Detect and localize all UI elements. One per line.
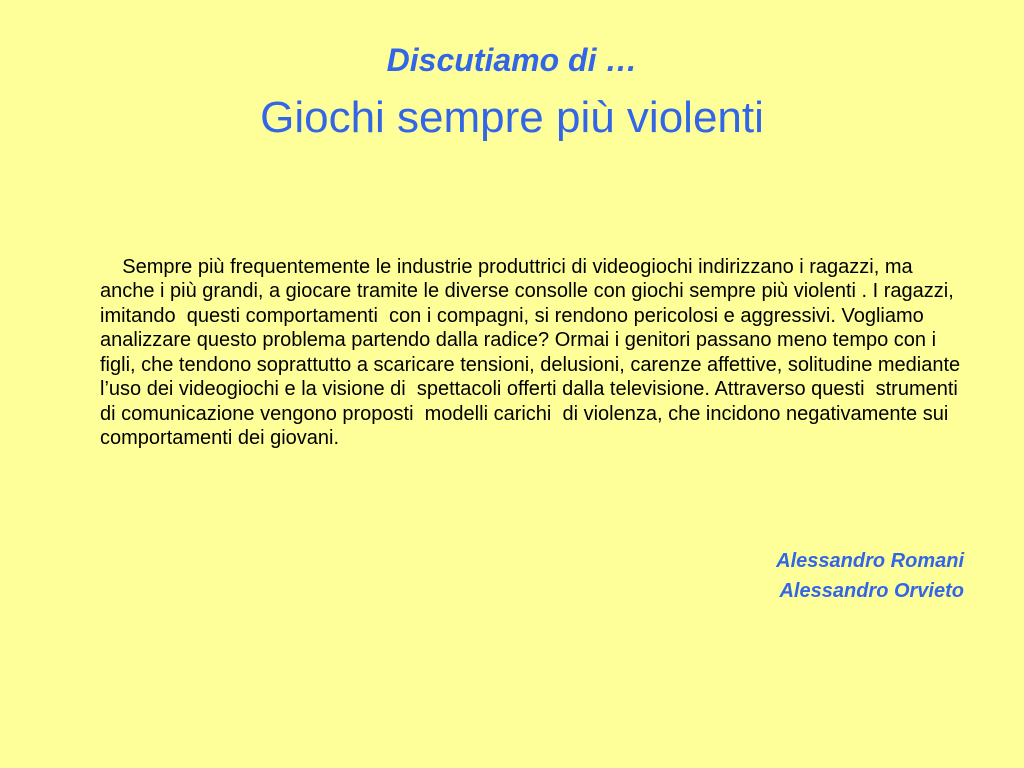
slide-subtitle: Discutiamo di … — [386, 42, 638, 78]
author-name: Alessandro Romani — [776, 550, 964, 572]
author-name: Alessandro Orvieto — [779, 580, 964, 602]
slide-body-text — [100, 230, 970, 475]
body-paragraph: Sempre più frequentemente le industrie produttrici di videogiochi indirizzano i ragazzi, ma anche i più grandi, a giocare tramite le diverse consolle con giochi sempre più violenti . I ragazzi, imitando questi comportamenti con i compagni, si rendono pericolosi e aggressivi. Vogliamo analizzare questo problema partendo dalla radice? Ormai i genitori passano meno tempo con i figli, che tendono soprattutto a scaricare tensioni, delusioni, carenze affettive, solitudine mediante l’uso dei videogiochi e la visione di spettacoli offerti dalla televisione. Attraverso questi strumenti di comunicazione vengono proposti modelli carichi di violenza, che incidono negativamente sui comportamenti dei giovani. — [100, 255, 966, 449]
authors-block — [776, 546, 964, 606]
slide-title: Giochi sempre più violenti — [260, 93, 764, 142]
